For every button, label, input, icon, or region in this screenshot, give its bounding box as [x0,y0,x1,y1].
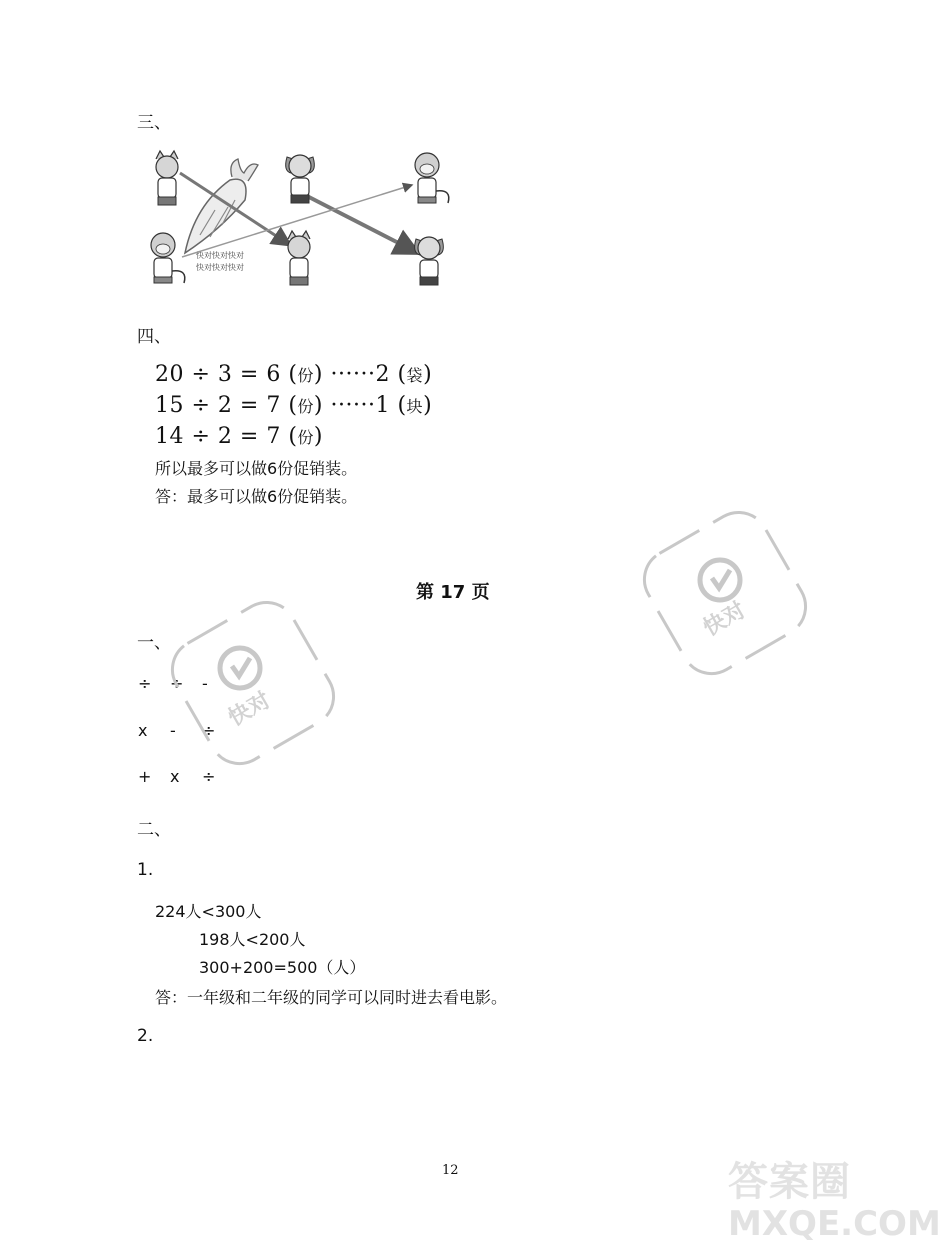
eq2-remainder: ······1 [330,393,390,418]
eq3-left: 14 ÷ 2 = 7 [155,424,281,449]
watermark-stamp-right [630,498,820,688]
operator: ÷ [170,674,184,693]
q1-line-1: 224人<300人 [155,902,262,921]
operator: ÷ [138,674,152,693]
question-2-label: 2. [137,1026,154,1046]
watermark-text-left: 快对 [224,687,276,732]
watermark-stamp-left [158,588,348,778]
q1-line-2: 198人<200人 [199,930,306,949]
eq1-remainder: ······2 [330,362,390,387]
brand-watermark-line-1: 答案圈 [728,1159,851,1205]
monkey-figure-bottom [151,233,185,283]
page-number: 12 [442,1163,459,1178]
operator: ÷ [202,767,216,786]
q1-answer: 答：一年级和二年级的同学可以同时进去看电影。 [155,988,508,1007]
answer-text: 答：最多可以做6份促销装。 [155,487,358,506]
brand-watermark-line-2: MXQE.COM [728,1204,941,1244]
equation-1: 20 ÷ 3 = 6 (份) ······2 (袋) [155,362,433,387]
carrot-text-1: 快对快对快对 [196,251,244,260]
eq2-unit-1: 份 [297,397,314,416]
operator: x [138,721,148,740]
conclusion-text: 所以最多可以做6份促销装。 [155,459,358,478]
operator: - [202,674,208,693]
question-1-label: 1. [137,860,154,880]
part-1-label: 一、 [137,633,171,653]
operator: - [170,721,176,740]
matching-illustration [140,145,470,295]
carrot-text-2: 快对快对快对 [196,263,244,272]
operator: ÷ [202,721,216,740]
watermark-text-right: 快对 [699,597,751,642]
operator: x [170,767,180,786]
eq1-unit-2: 袋 [406,366,424,385]
eq1-unit-1: 份 [297,366,314,385]
eq3-unit-1: 份 [297,428,314,447]
equation-2: 15 ÷ 2 = 7 (份) ······1 (块) [155,393,433,418]
dog-figure-bottom [415,237,444,285]
eq2-unit-2: 块 [406,397,424,416]
monkey-figure-top [415,153,449,203]
page-title: 第 17 页 [416,582,490,603]
eq2-left: 15 ÷ 2 = 7 [155,393,281,418]
operator: + [138,767,152,786]
cat-figure-top [156,151,178,205]
eq1-left: 20 ÷ 3 = 6 [155,362,281,387]
part-2-label: 二、 [137,820,171,840]
section-4-label: 四、 [137,327,171,347]
equation-3: 14 ÷ 2 = 7 (份) [155,424,324,449]
q1-line-3: 300+200=500（人） [199,958,366,977]
match-line-dog [305,195,418,253]
cat-figure-bottom [288,231,310,285]
section-3-label: 三、 [137,113,171,133]
